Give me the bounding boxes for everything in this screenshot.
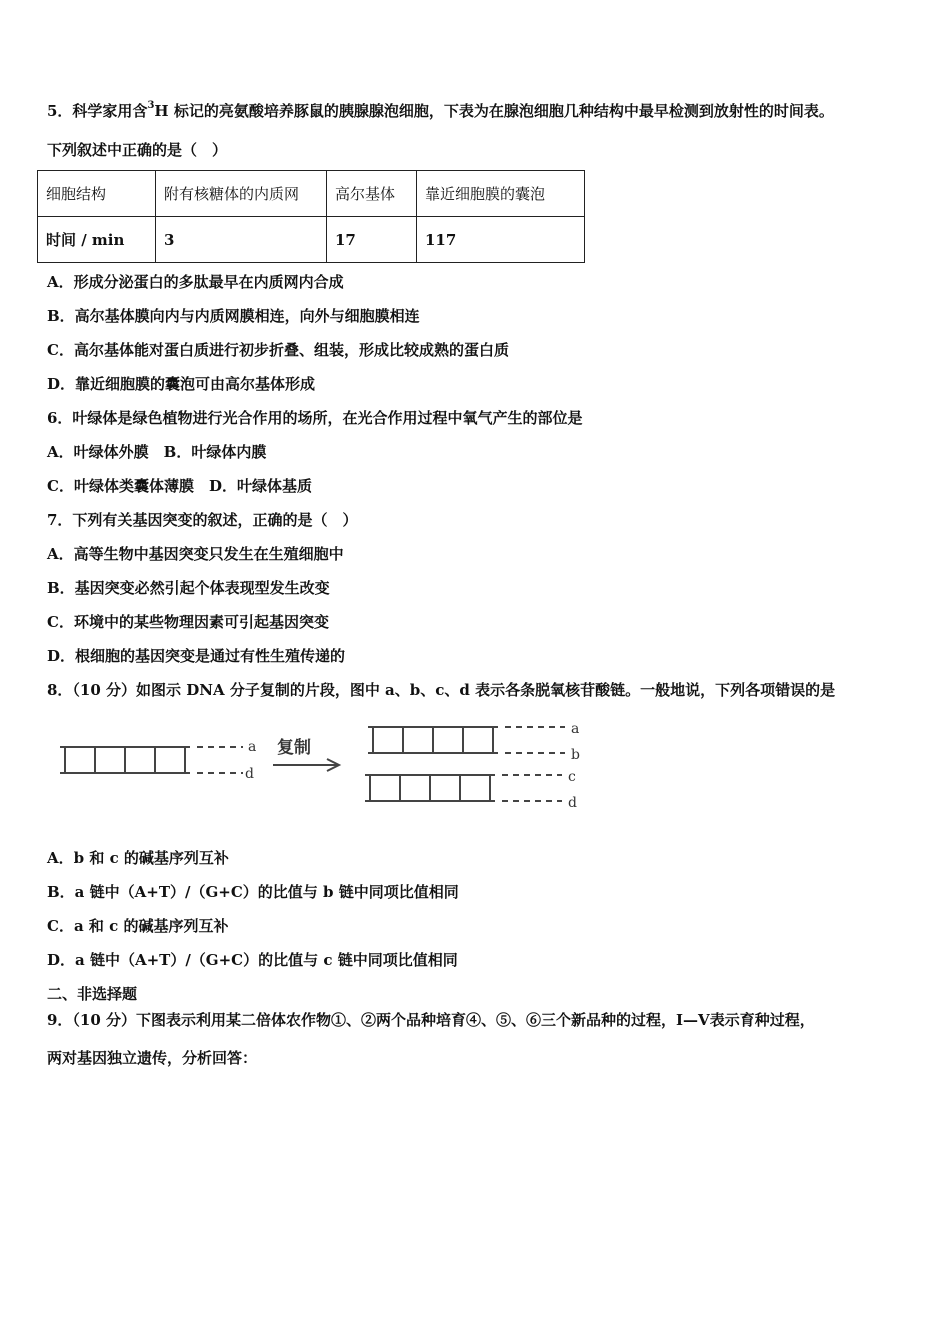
strand-label-a-left: a: [248, 739, 257, 755]
q5-timing-table: [37, 170, 585, 263]
table-cell: 117: [417, 217, 585, 263]
table-cell: 17: [327, 217, 417, 263]
table-header-row: [38, 171, 585, 217]
strand-label-d-right: d: [568, 795, 577, 811]
strand-label-c-right: c: [568, 769, 576, 785]
q8-stem: 8．（10 分）如图示 DNA 分子复制的片段，图中 a、b、c、d 表示各条脱氧核苷酸链。一般地说，下列各项错误的是: [47, 681, 836, 699]
q8-option-b: B．a 链中（A+T）/（G+C）的比值与 b 链中同项比值相同: [47, 883, 459, 901]
q5-option-a: A．形成分泌蛋白的多肽最早在内质网内合成: [47, 273, 344, 291]
table-header-cell: 高尔基体: [327, 171, 417, 217]
q5-option-d: D．靠近细胞膜的囊泡可由高尔基体形成: [47, 375, 316, 393]
q7-option-c: C．环境中的某些物理因素可引起基因突变: [47, 613, 329, 631]
table-cell: 时间 / min: [38, 217, 156, 263]
section-title: 二、非选择题: [47, 985, 138, 1003]
q7-stem: 7．下列有关基因突变的叙述，正确的是（ ）: [47, 511, 358, 529]
strand-label-b-right: b: [571, 747, 580, 763]
q9-stem-line2: 两对基因独立遗传，分析回答：: [47, 1049, 258, 1067]
isotope-superscript: 3: [147, 100, 155, 111]
q6-options-line2: C．叶绿体类囊体薄膜 D．叶绿体基质: [47, 477, 312, 495]
strand-label-a-right: a: [571, 721, 580, 737]
q8-option-c: C．a 和 c 的碱基序列互补: [47, 917, 229, 935]
q6-options-line1: A．叶绿体外膜 B．叶绿体内膜: [47, 443, 267, 461]
dna-replication-figure: [55, 715, 595, 815]
table-header-cell: 靠近细胞膜的囊泡: [417, 171, 585, 217]
table-header-cell: 细胞结构: [38, 171, 156, 217]
q5-stem: 5．科学家用含$^3$H 标记的亮氨酸培养豚鼠的胰腺腺泡细胞，下表为在腺泡细胞几种结构中最早检测到放射性的时间表。: [47, 100, 834, 120]
q7-option-b: B．基因突变必然引起个体表现型发生改变: [47, 579, 330, 597]
strand-label-d-left: d: [245, 766, 254, 782]
q5-option-c: C．高尔基体能对蛋白质进行初步折叠、组装，形成比较成熟的蛋白质: [47, 341, 509, 359]
q7-option-d: D．根细胞的基因突变是通过有性生殖传递的: [47, 647, 346, 665]
table-row: [38, 217, 585, 263]
q7-option-a: A．高等生物中基因突变只发生在生殖细胞中: [47, 545, 344, 563]
q9-stem-line1: 9．（10 分）下图表示利用某二倍体农作物①、②两个品种培育④、⑤、⑥三个新品种的过程，Ⅰ—Ⅴ表示育种过程，: [47, 1011, 815, 1029]
replication-arrow-label: 复制: [277, 738, 311, 758]
q8-option-a: A．b 和 c 的碱基序列互补: [47, 849, 229, 867]
q5-option-b: B．高尔基体膜向内与内质网膜相连，向外与细胞膜相连: [47, 307, 420, 325]
q5-stem-line2: 下列叙述中正确的是（ ）: [47, 141, 228, 159]
q8-option-d: D．a 链中（A+T）/（G+C）的比值与 c 链中同项比值相同: [47, 951, 458, 969]
q6-stem: 6．叶绿体是绿色植物进行光合作用的场所，在光合作用过程中氧气产生的部位是: [47, 409, 583, 427]
table-header-cell: 附有核糖体的内质网: [156, 171, 327, 217]
table-cell: 3: [156, 217, 327, 263]
